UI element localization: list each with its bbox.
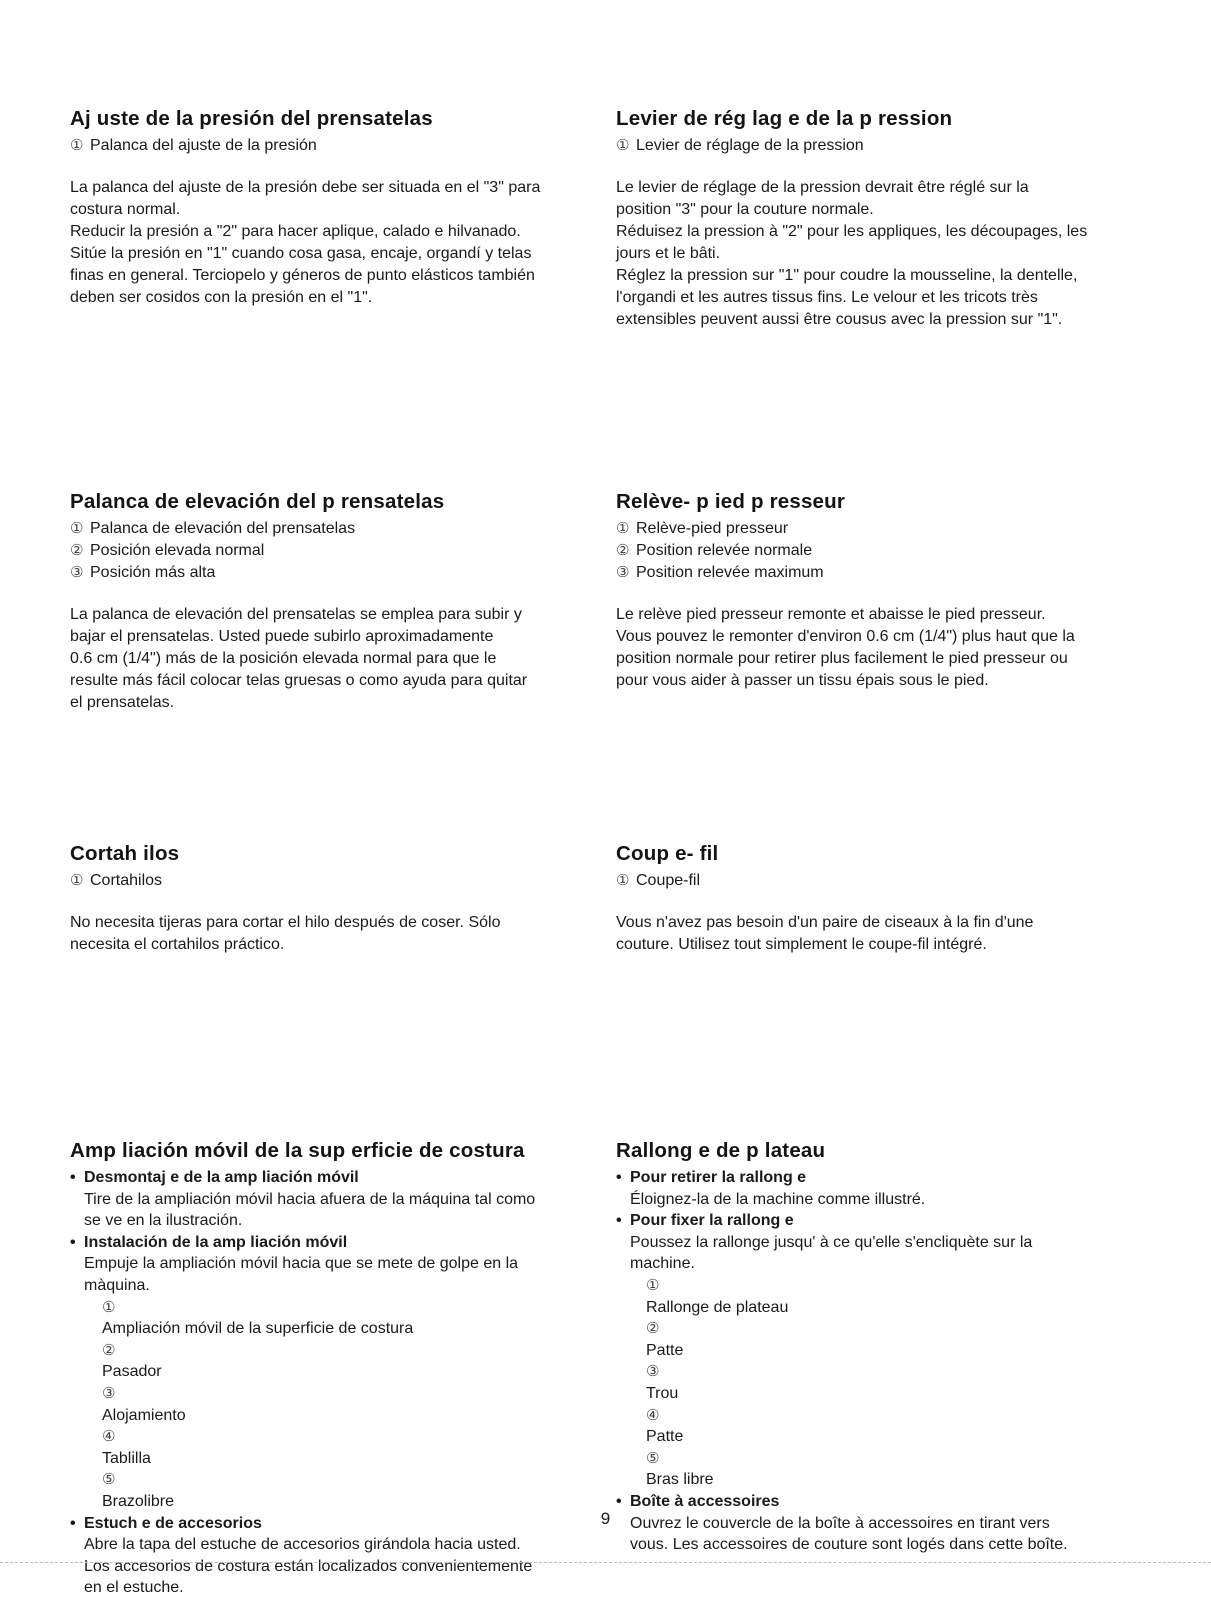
bullet-dot: • xyxy=(70,1233,76,1251)
text-line: extensibles peuvent aussi être cousus avec la pression sur "1". xyxy=(616,311,1063,328)
legend-list xyxy=(616,518,1156,584)
text-line: deben ser cosidos con la presión en el "1". xyxy=(70,289,373,306)
legend-list xyxy=(616,1275,1156,1491)
legend-list xyxy=(70,1297,610,1513)
text-line: La palanca del ajuste de la presión debe ser situada en el "3" para xyxy=(70,179,541,196)
bullet-heading: Boîte à accessoires xyxy=(630,1492,780,1510)
bullet-dot: • xyxy=(616,1212,622,1230)
text-line: resulte más fácil colocar telas gruesas o como ayuda para quitar xyxy=(70,672,528,689)
bullet-remove xyxy=(70,1167,610,1232)
legend-label: Levier de réglage de la pression xyxy=(636,137,864,154)
text-line: La palanca de elevación del prensatelas se emplea para subir y xyxy=(70,606,522,623)
bottom-divider xyxy=(0,1562,1211,1563)
legend-label: Alojamiento xyxy=(102,1406,186,1424)
bullet-install xyxy=(616,1210,1156,1491)
text-line: No necesita tijeras para cortar el hilo después de coser. Sólo xyxy=(70,914,501,931)
heading-pressure-es: Aj uste de la presión del prensatelas xyxy=(70,107,433,130)
marker-2: ② xyxy=(102,1341,116,1359)
legend-item xyxy=(70,870,610,892)
paragraph xyxy=(70,604,610,714)
marker-1: ① xyxy=(70,137,84,154)
legend-label: Relève-pied presseur xyxy=(636,520,789,537)
legend-label: Patte xyxy=(646,1428,684,1446)
bullet-install xyxy=(70,1232,610,1513)
marker-1: ① xyxy=(646,1276,660,1294)
legend-label: Bras libre xyxy=(646,1471,714,1489)
marker-3: ③ xyxy=(646,1363,660,1381)
bullet-heading: Pour retirer la rallong e xyxy=(630,1169,807,1186)
section-lifter-fr xyxy=(616,490,1156,692)
heading-cutter-fr: Coup e- fil xyxy=(616,842,719,865)
legend-item xyxy=(616,562,1156,584)
paragraph xyxy=(70,912,610,956)
section-cutter-es xyxy=(70,842,610,956)
marker-2: ② xyxy=(70,542,84,559)
legend-item xyxy=(102,1426,610,1469)
bullet-heading: Desmontaj e de la amp liación móvil xyxy=(84,1169,359,1186)
legend-label: Posición elevada normal xyxy=(90,542,265,559)
marker-5: ⑤ xyxy=(102,1471,116,1489)
heading-extension-es: Amp liación móvil de la sup erficie de costura xyxy=(70,1139,525,1162)
marker-1: ① xyxy=(616,520,630,537)
text-line: Tire de la ampliación móvil hacia afuera de la máquina tal como xyxy=(84,1190,536,1208)
legend-label: Cortahilos xyxy=(90,872,163,889)
text-line: position normale pour retirer plus facilement le pied presseur ou xyxy=(616,650,1068,667)
legend-item xyxy=(646,1405,1156,1448)
marker-3: ③ xyxy=(70,564,84,581)
legend-label: Brazolibre xyxy=(102,1492,175,1510)
legend-list xyxy=(616,870,1156,892)
text-line: Abre la tapa del estuche de accesorios girándola hacia usted. xyxy=(84,1536,521,1554)
text-line: Le relève pied presseur remonte et abaisse le pied presseur. xyxy=(616,606,1046,623)
section-extension-fr xyxy=(616,1139,1156,1556)
legend-label: Palanca del ajuste de la presión xyxy=(90,137,317,154)
marker-1: ① xyxy=(70,520,84,537)
bullet-heading: Instalación de la amp liación móvil xyxy=(84,1233,348,1251)
text-line: Empuje la ampliación móvil hacia que se mete de golpe en la xyxy=(84,1255,519,1273)
text-line: màquina. xyxy=(84,1276,150,1294)
marker-3: ③ xyxy=(616,564,630,581)
bullet-dot: • xyxy=(70,1169,76,1186)
legend-list xyxy=(616,135,1156,157)
bullet-heading: Pour fixer la rallong e xyxy=(630,1212,794,1230)
text-line: Ouvrez le couvercle de la boîte à accessoires en tirant vers xyxy=(630,1514,1050,1532)
bullet-dot: • xyxy=(70,1514,76,1532)
legend-item xyxy=(102,1383,610,1426)
text-line: position "3" pour la couture normale. xyxy=(616,201,874,218)
bullet-heading: Estuch e de accesorios xyxy=(84,1514,262,1532)
marker-2: ② xyxy=(616,542,630,559)
marker-1: ① xyxy=(616,872,630,889)
paragraph xyxy=(616,604,1156,692)
legend-item xyxy=(616,135,1156,157)
bullet-dot: • xyxy=(616,1169,622,1186)
legend-item xyxy=(616,870,1156,892)
bullet-remove xyxy=(616,1167,1156,1210)
text-line: el prensatelas. xyxy=(70,694,175,711)
text-line: se ve en la ilustración. xyxy=(84,1212,243,1230)
heading-lifter-es: Palanca de elevación del p rensatelas xyxy=(70,490,445,513)
legend-list xyxy=(70,135,610,157)
section-pressure-es xyxy=(70,107,610,309)
text-line: bajar el prensatelas. Usted puede subirlo aproximadamente xyxy=(70,628,494,645)
text-line: en el estuche. xyxy=(84,1579,184,1597)
text-line: Réduisez la pression à "2" pour les appliques, les découpages, les xyxy=(616,223,1088,240)
legend-item xyxy=(102,1469,610,1512)
marker-5: ⑤ xyxy=(646,1449,660,1467)
legend-item xyxy=(616,540,1156,562)
text-line: jours et le bâti. xyxy=(616,245,721,262)
text-line: Vous pouvez le remonter d'environ 0.6 cm (1/4") plus haut que la xyxy=(616,628,1075,645)
marker-4: ④ xyxy=(646,1406,660,1424)
legend-item xyxy=(616,518,1156,540)
text-line: machine. xyxy=(630,1255,695,1273)
heading-lifter-fr: Relève- p ied p resseur xyxy=(616,490,846,513)
legend-item xyxy=(646,1448,1156,1491)
legend-label: Position relevée maximum xyxy=(636,564,824,581)
section-lifter-es xyxy=(70,490,610,714)
text-line: Vous n'avez pas besoin d'un paire de ciseaux à la fin d'une xyxy=(616,914,1034,931)
marker-1: ① xyxy=(616,137,630,154)
page-number: 9 xyxy=(600,1509,611,1528)
legend-label: Ampliación móvil de la superficie de costura xyxy=(102,1320,414,1338)
text-line: couture. Utilisez tout simplement le coupe-fil intégré. xyxy=(616,936,987,953)
heading-cutter-es: Cortah ilos xyxy=(70,842,180,865)
text-line: l'organdi et les autres tissus fins. Le velour et les tricots très xyxy=(616,289,1038,306)
marker-4: ④ xyxy=(102,1428,116,1446)
section-pressure-fr xyxy=(616,107,1156,331)
legend-item xyxy=(646,1318,1156,1361)
paragraph xyxy=(616,177,1156,331)
text-line: Poussez la rallonge jusqu' à ce qu'elle s'encliquète sur la xyxy=(630,1233,1033,1251)
paragraph xyxy=(70,177,610,309)
legend-item xyxy=(646,1275,1156,1318)
marker-1: ① xyxy=(70,872,84,889)
legend-list xyxy=(70,518,610,584)
heading-pressure-fr: Levier de rég lag e de la p ression xyxy=(616,107,953,130)
text-line: Reducir la presión a "2" para hacer aplique, calado e hilvanado. xyxy=(70,223,521,240)
legend-item xyxy=(102,1340,610,1383)
legend-label: Palanca de elevación del prensatelas xyxy=(90,520,356,537)
marker-3: ③ xyxy=(102,1384,116,1402)
legend-label: Coupe-fil xyxy=(636,872,701,889)
marker-1: ① xyxy=(102,1298,116,1316)
marker-2: ② xyxy=(646,1320,660,1338)
text-line: Sitúe la presión en "1" cuando cosa gasa, encaje, organdí y telas xyxy=(70,245,532,262)
legend-item xyxy=(646,1361,1156,1404)
legend-label: Patte xyxy=(646,1341,684,1359)
text-line: vous. Les accessoires de couture sont logés dans cette boîte. xyxy=(630,1536,1068,1554)
text-line: 0.6 cm (1/4") más de la posición elevada normal para que le xyxy=(70,650,497,667)
bullet-dot: • xyxy=(616,1492,622,1510)
text-line: Le levier de réglage de la pression devrait être réglé sur la xyxy=(616,179,1029,196)
text-line: Réglez la pression sur "1" pour coudre la mousseline, la dentelle, xyxy=(616,267,1078,284)
text-line: finas en general. Terciopelo y géneros de punto elásticos también xyxy=(70,267,535,284)
section-cutter-fr xyxy=(616,842,1156,956)
legend-label: Posición más alta xyxy=(90,564,216,581)
text-line: necesita el cortahilos práctico. xyxy=(70,936,285,953)
text-line: pour vous aider à passer un tissu épais sous le pied. xyxy=(616,672,989,689)
legend-item xyxy=(70,562,610,584)
text-line: Éloignez-la de la machine comme illustré. xyxy=(630,1190,926,1208)
legend-list xyxy=(70,870,610,892)
text-line: costura normal. xyxy=(70,201,181,218)
legend-label: Pasador xyxy=(102,1363,162,1381)
paragraph xyxy=(616,912,1156,956)
legend-item xyxy=(70,540,610,562)
text-line: Los accesorios de costura están localizados convenientemente xyxy=(84,1557,533,1575)
legend-label: Trou xyxy=(646,1384,679,1402)
legend-label: Tablilla xyxy=(102,1449,151,1467)
legend-item xyxy=(70,135,610,157)
legend-item xyxy=(70,518,610,540)
legend-label: Rallonge de plateau xyxy=(646,1298,789,1316)
legend-label: Position relevée normale xyxy=(636,542,813,559)
heading-extension-fr: Rallong e de p lateau xyxy=(616,1139,826,1162)
legend-item xyxy=(102,1297,610,1340)
